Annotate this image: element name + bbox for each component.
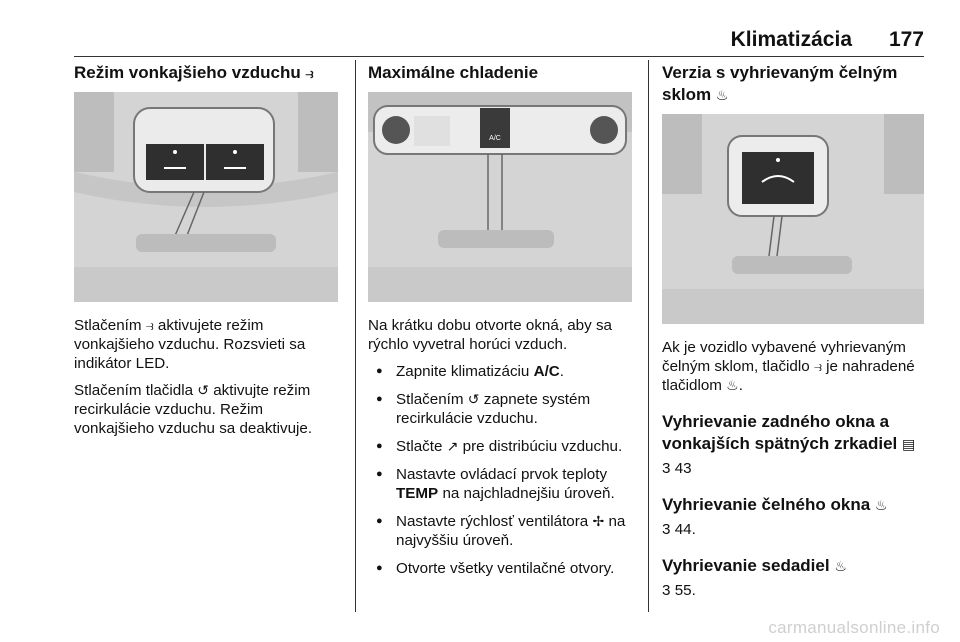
page-reference[interactable]: 3 55. (662, 582, 696, 599)
column-max-cooling (368, 62, 636, 587)
list-item: ● Nastavte rýchlosť ventilátora ✢ na najvyššiu úroveň. (368, 512, 636, 550)
reference-arrow-icon: 3 (662, 460, 671, 477)
outside-air-icon: ⥽ (305, 65, 314, 81)
column-divider (648, 60, 649, 612)
section-heading: Maximálne chladenie (368, 63, 539, 82)
section-heading: Režim vonkajšieho vzduchu ⥽ (74, 63, 314, 82)
subsection-heading: Vyhrievanie sedadiel ♨ (662, 556, 847, 575)
windscreen-heat-icon: ♨ (874, 497, 888, 513)
column-outside-air (74, 62, 342, 446)
recirculation-icon: ↺ (197, 382, 209, 398)
seat-heat-icon: ♨ (834, 558, 847, 574)
list-item: ● Zapnite klimatizáciu A/C. (368, 362, 636, 381)
recirculation-icon: ↺ (467, 391, 480, 407)
reference-arrow-icon: 3 (662, 582, 671, 599)
outside-air-icon: ⥽ (145, 317, 154, 333)
reference-arrow-icon: 3 (662, 521, 671, 538)
list-item: ● Nastavte ovládací prvok teploty TEMP na najchladnejšiu úroveň. (368, 465, 636, 503)
column-heated-windscreen (662, 62, 928, 608)
air-distribution-icon: ↗ (446, 438, 459, 454)
paragraph: Stlačením ⥽ aktivujete režim vonkajšieho vzduchu. Rozsvieti sa indikátor LED. (74, 317, 306, 372)
outside-air-icon: ⥽ (813, 358, 822, 374)
page-reference[interactable]: 3 43 (662, 460, 692, 477)
page-header-title: Klimatizácia (730, 28, 852, 51)
climate-panel-illustration (74, 92, 338, 302)
subsection-heading: Vyhrievanie čelného okna ♨ (662, 495, 888, 514)
svg-text:A/C: A/C (489, 135, 501, 142)
paragraph: Na krátku dobu otvorte okná, aby sa rýchlo vyvetral horúci vzduch. (368, 317, 612, 353)
windscreen-heat-icon: ♨ (726, 377, 739, 393)
list-item: ● Stlačte ↗ pre distribúciu vzduchu. (368, 437, 636, 456)
windscreen-heat-icon: ♨ (715, 87, 729, 103)
header-rule (74, 56, 924, 57)
column-divider (355, 60, 356, 612)
subsection-heading: Vyhrievanie zadného okna a vonkajších spätných zrkadiel ▤ (662, 412, 916, 453)
page-reference[interactable]: 3 44. (662, 521, 696, 538)
section-heading: Verzia s vyhrievaným čelným sklom ♨ (662, 63, 898, 104)
fan-icon: ✢ (592, 513, 605, 529)
climate-panel-illustration (368, 92, 632, 302)
climate-panel-illustration (662, 114, 924, 324)
page-number: 177 (888, 28, 924, 51)
rear-window-heat-icon: ▤ (902, 436, 916, 452)
watermark: carmanualsonline.info (768, 618, 940, 637)
list-item: ● Otvorte všetky ventilačné otvory. (368, 559, 636, 578)
paragraph: Ak je vozidlo vybavené vyhrievaným čelným sklom, tlačidlo ⥽ je nahradené tlačidlom ♨. (662, 339, 915, 394)
paragraph: Stlačením tlačidla ↺ aktivujte režim recirkulácie vzduchu. Režim vonkajšieho vzduchu sa deaktivuje. (74, 382, 313, 437)
steps-list (368, 362, 636, 578)
list-item: ● Stlačením ↺ zapnete systém recirkulácie vzduchu. (368, 390, 636, 428)
